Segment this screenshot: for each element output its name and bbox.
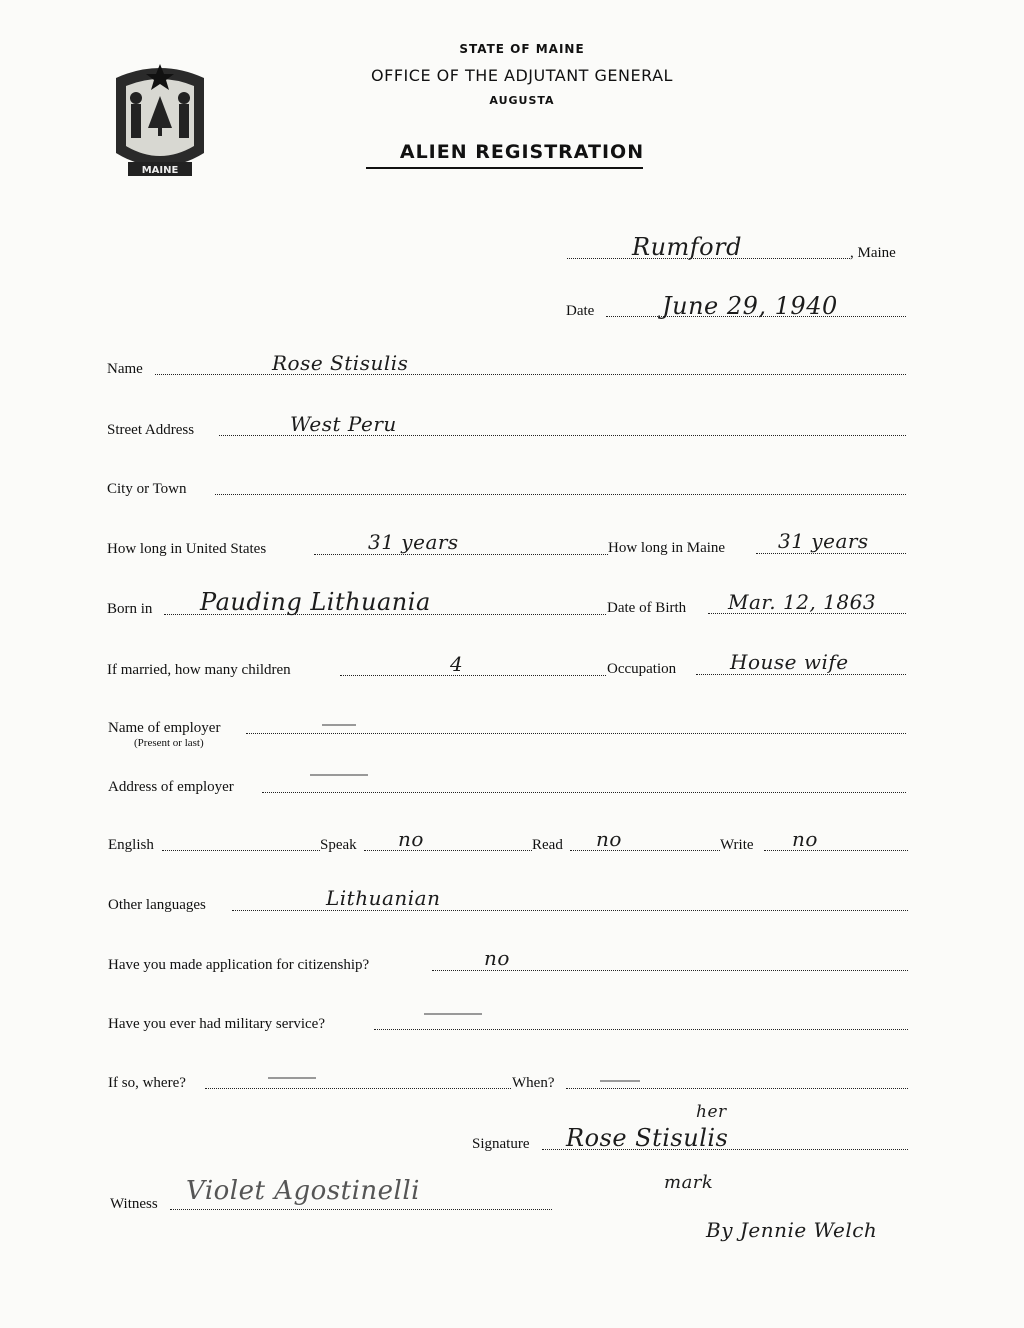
employer-line xyxy=(246,733,906,734)
where-line xyxy=(205,1088,511,1089)
born-label: Born in xyxy=(107,601,153,617)
english-line xyxy=(162,850,320,851)
dob-label: Date of Birth xyxy=(607,600,687,616)
citizenship-label: Have you made application for citizenship? xyxy=(108,957,370,973)
date-label: Date xyxy=(566,303,595,319)
header-state: STATE OF MAINE xyxy=(459,42,585,56)
city-line xyxy=(215,494,906,495)
name-value: Rose Stisulis xyxy=(272,351,409,375)
write-line xyxy=(764,850,908,851)
signature-label: Signature xyxy=(472,1136,530,1152)
signature-by: By Jennie Welch xyxy=(706,1218,878,1242)
read-line xyxy=(570,850,720,851)
maine-value: 31 years xyxy=(778,529,869,553)
citizenship-line xyxy=(432,970,908,971)
signature-her: her xyxy=(696,1102,727,1122)
speak-label: Speak xyxy=(320,837,357,853)
read-value: no xyxy=(596,827,622,851)
children-line xyxy=(340,675,606,676)
employer-dash xyxy=(322,724,356,726)
employer-sublabel: (Present or last) xyxy=(134,737,204,749)
english-label: English xyxy=(108,837,154,853)
maine-suffix: , Maine xyxy=(850,245,896,261)
occupation-value: House wife xyxy=(730,650,849,674)
employer-address-label: Address of employer xyxy=(108,779,234,795)
read-label: Read xyxy=(532,837,563,853)
name-label: Name xyxy=(107,361,143,377)
employer-label: Name of employer xyxy=(108,720,221,736)
military-label: Have you ever had military service? xyxy=(108,1016,325,1032)
dob-value: Mar. 12, 1863 xyxy=(728,590,877,614)
city-label: City or Town xyxy=(107,481,187,497)
name-line xyxy=(155,374,906,375)
witness-line xyxy=(170,1209,552,1210)
town-value: Rumford xyxy=(632,233,742,261)
military-line xyxy=(374,1029,908,1030)
seal-label: MAINE xyxy=(141,165,179,176)
occupation-label: Occupation xyxy=(607,661,677,677)
signature-value: Rose Stisulis xyxy=(566,1124,729,1152)
street-label: Street Address xyxy=(107,422,195,438)
us-label: How long in United States xyxy=(107,541,267,557)
header-office: OFFICE OF THE ADJUTANT GENERAL xyxy=(371,66,673,85)
born-value: Pauding Lithuania xyxy=(200,588,431,616)
write-label: Write xyxy=(720,837,754,853)
occupation-line xyxy=(696,674,906,675)
date-value: June 29, 1940 xyxy=(662,292,838,320)
witness-label: Witness xyxy=(110,1196,158,1212)
maine-label: How long in Maine xyxy=(608,540,726,556)
maine-line xyxy=(756,553,906,554)
street-value: West Peru xyxy=(290,412,397,436)
when-label: When? xyxy=(512,1075,555,1091)
where-dash xyxy=(268,1077,316,1079)
children-value: 4 xyxy=(450,652,464,676)
form-title: ALIEN REGISTRATION xyxy=(399,141,645,163)
title-underline xyxy=(366,167,643,169)
write-value: no xyxy=(792,827,818,851)
us-value: 31 years xyxy=(368,530,459,554)
employer-address-line xyxy=(262,792,906,793)
where-label: If so, where? xyxy=(108,1075,186,1091)
speak-value: no xyxy=(398,827,424,851)
header-city: AUGUSTA xyxy=(489,94,555,107)
when-dash xyxy=(600,1080,640,1082)
other-languages-label: Other languages xyxy=(108,897,206,913)
military-dash xyxy=(424,1013,482,1015)
when-line xyxy=(566,1088,908,1089)
other-languages-value: Lithuanian xyxy=(326,886,441,910)
citizenship-value: no xyxy=(484,946,510,970)
signature-mark: mark xyxy=(664,1172,714,1193)
us-line xyxy=(314,554,608,555)
witness-value: Violet Agostinelli xyxy=(186,1176,420,1206)
employer-address-dash xyxy=(310,774,368,776)
speak-line xyxy=(364,850,532,851)
children-label: If married, how many children xyxy=(107,662,291,678)
other-languages-line xyxy=(232,910,908,911)
